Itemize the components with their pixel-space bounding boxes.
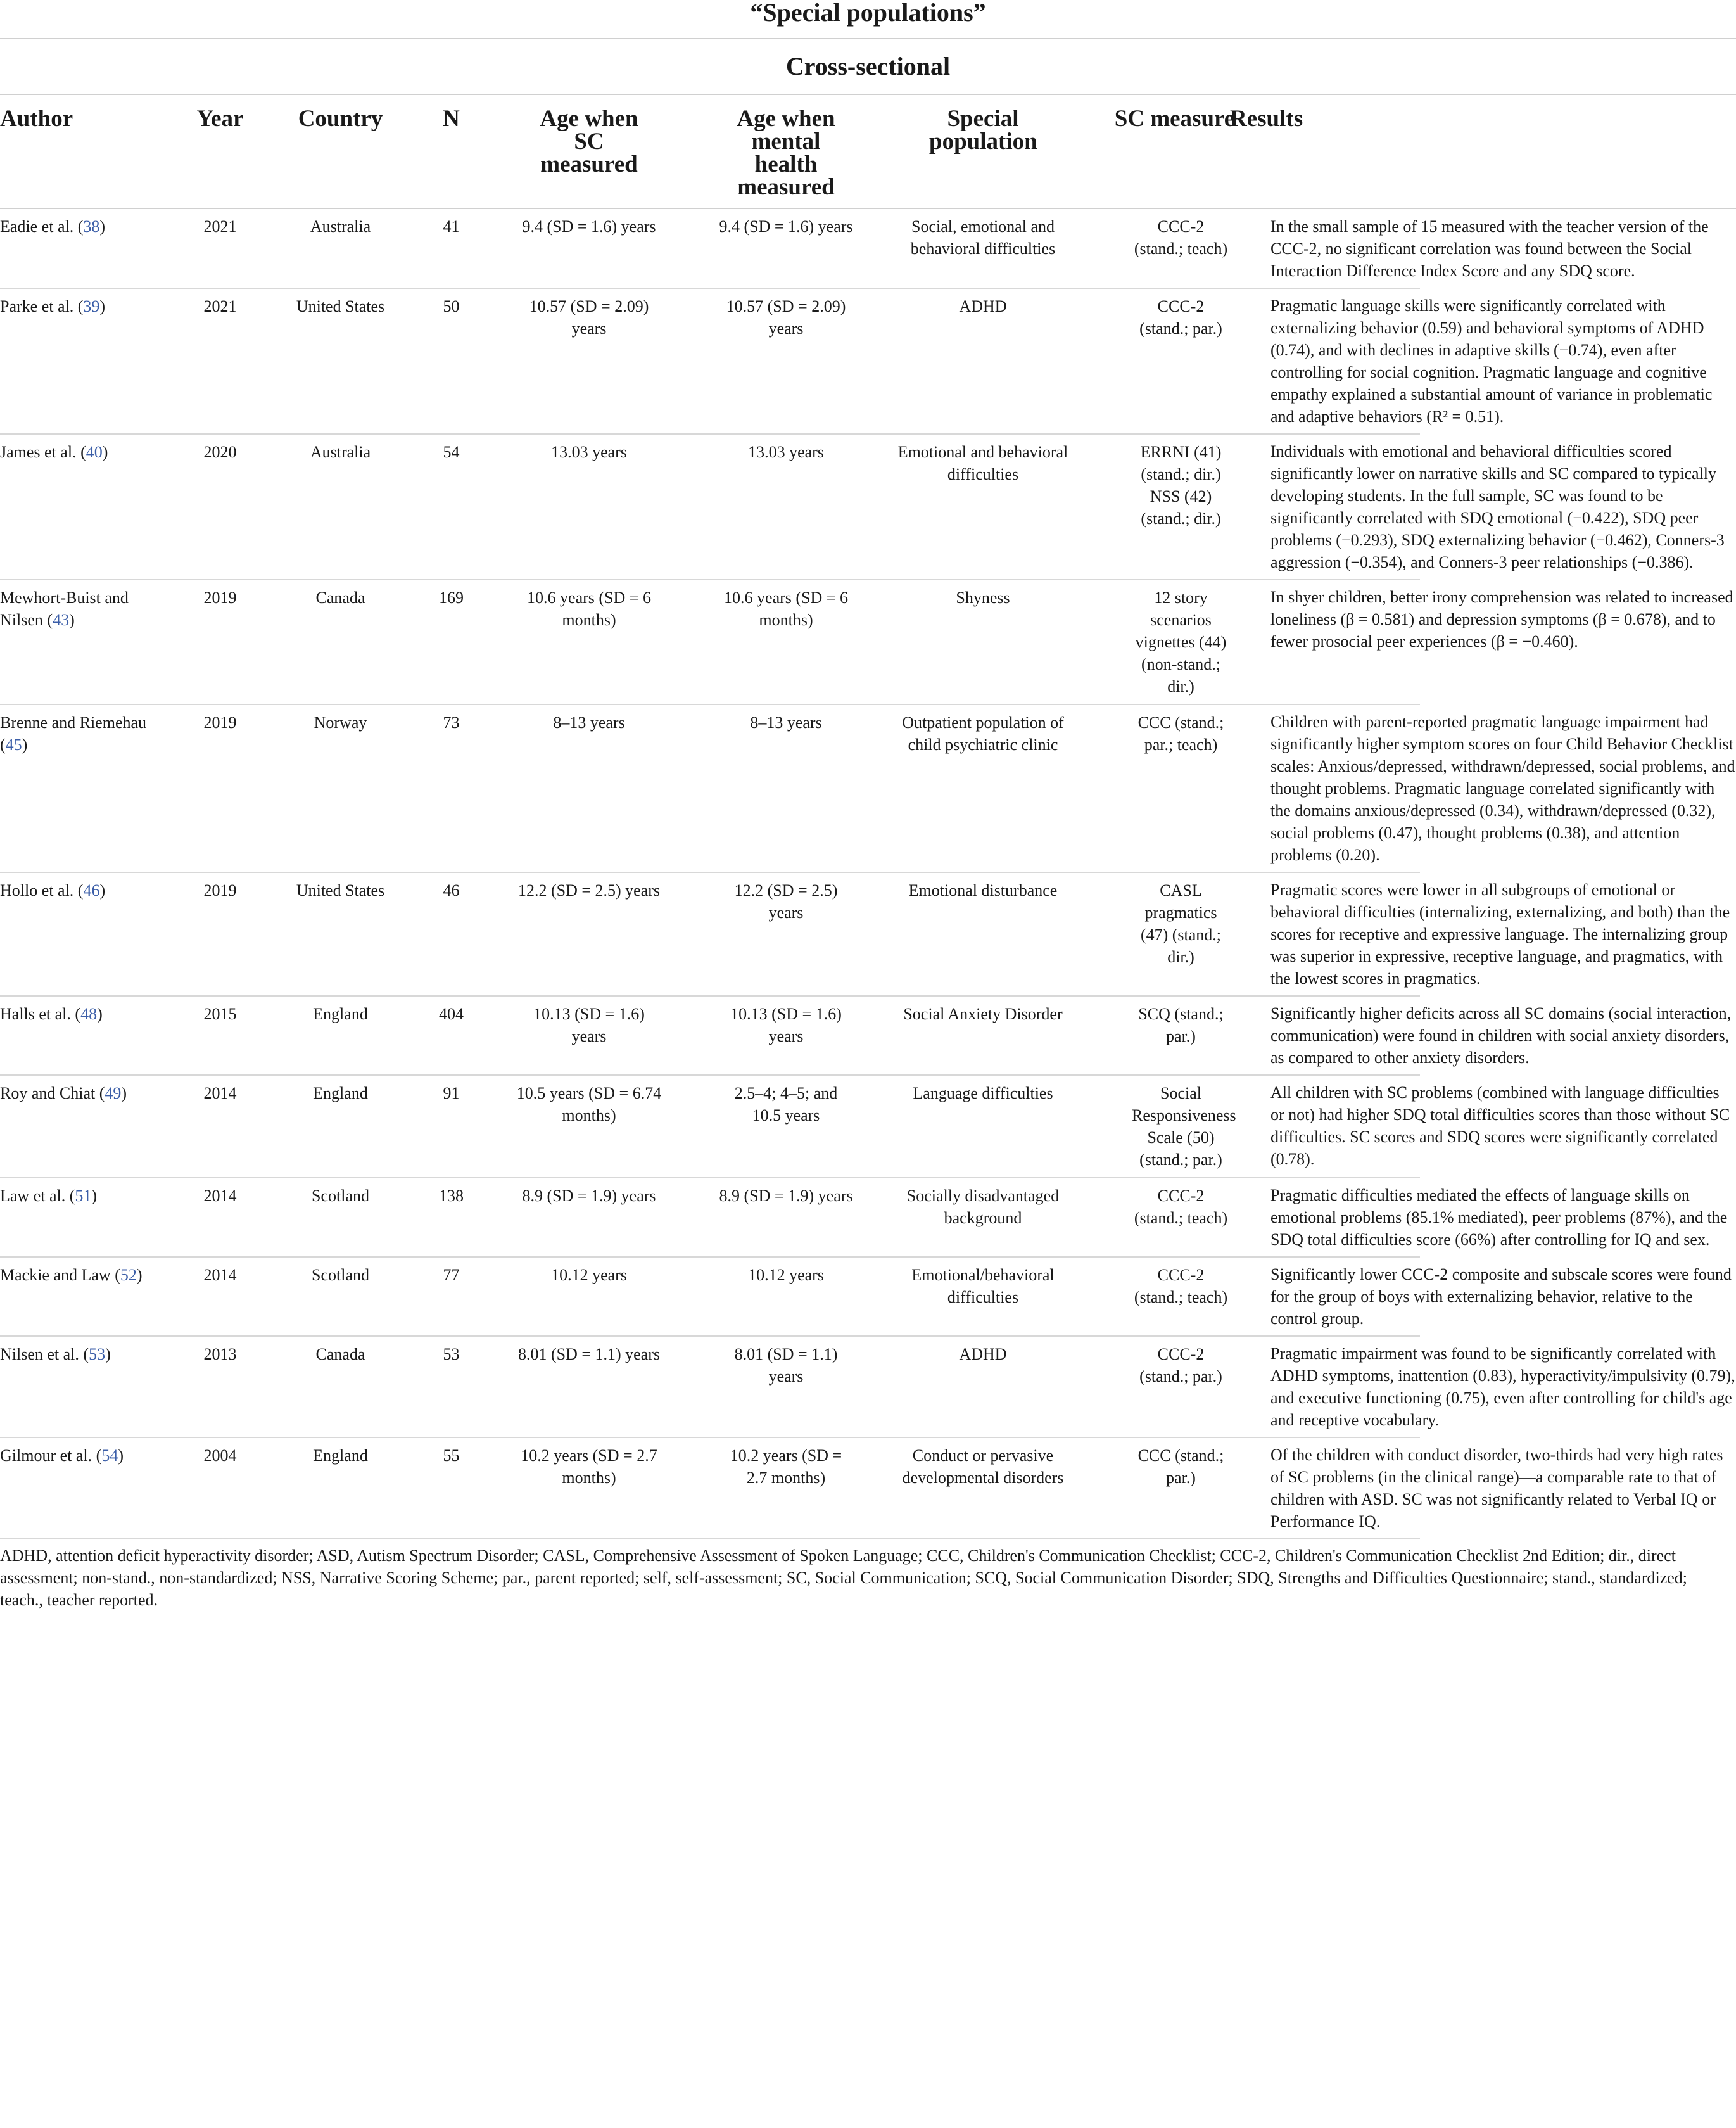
cell-age-sc: 10.5 years (SD = 6.74 months) (491, 1075, 687, 1178)
cell-results: In shyer children, better irony comprehension was related to increased loneliness (β = 0.581) and depression symptoms (β = 0.678), and to fewer prosocial peer experiences (β = −0.460). (1270, 588, 1733, 651)
cell-n: 73 (412, 704, 491, 872)
cell-age-mh: 12.2 (SD = 2.5) years (687, 872, 885, 996)
cell-results: All children with SC problems (combined with language difficulties or not) had higher SDQ total difficulties scores than those without SC difficulties. SC scores and SDQ scores were significantly correlated (0.78). (1270, 1083, 1730, 1168)
author-name: Roy and Chiat (0, 1084, 96, 1102)
cell-author: Mackie and Law (52) (0, 1257, 171, 1336)
citation-link[interactable]: 39 (83, 297, 100, 315)
cell-year: 2019 (171, 580, 269, 704)
table-row (0, 1336, 1736, 1437)
cell-year: 2015 (171, 996, 269, 1075)
cell-age-mh: 8–13 years (687, 704, 885, 872)
cell-age-sc: 10.2 years (SD = 2.7 months) (491, 1437, 687, 1539)
col-header-n: N (412, 95, 491, 208)
cell-age-sc: 8–13 years (491, 704, 687, 872)
cell-author: Roy and Chiat (49) (0, 1075, 171, 1178)
author-name: Parke et al. (0, 297, 74, 315)
cell-author: Law et al. (51) (0, 1178, 171, 1257)
table-subtitle: Cross-sectional (0, 39, 1736, 95)
cell-age-sc: 13.03 years (491, 434, 687, 580)
cell-age-sc: 10.6 years (SD = 6 months) (491, 580, 687, 704)
cell-age-sc: 10.13 (SD = 1.6) years (491, 996, 687, 1075)
cell-population: Shyness (885, 580, 1081, 704)
cell-age-sc: 9.4 (SD = 1.6) years (491, 208, 687, 288)
cell-age-sc: 8.01 (SD = 1.1) years (491, 1336, 687, 1437)
cell-year: 2014 (171, 1257, 269, 1336)
table-row (0, 1257, 1736, 1336)
cell-results: Pragmatic impairment was found to be significantly correlated with ADHD symptoms, inattention (0.83), hyperactivity/impulsivity (0.79), and executive functioning (0.75), even after controlling for child's age and receptive vocabulary. (1270, 1344, 1735, 1429)
table-row (0, 434, 1736, 580)
author-name: James et al. (0, 443, 77, 461)
cell-n: 77 (412, 1257, 491, 1336)
cell-n: 54 (412, 434, 491, 580)
cell-age-mh: 10.57 (SD = 2.09) years (687, 288, 885, 434)
cell-age-mh: 13.03 years (687, 434, 885, 580)
cell-age-mh: 9.4 (SD = 1.6) years (687, 208, 885, 288)
col-header-age-mh: Age when mental health measured (687, 95, 885, 208)
cell-results: Of the children with conduct disorder, two-thirds had very high rates of SC problems (in the clinical range)—a comparable rate to that of children with ASD. SC was not significantly related to Verbal IQ or Performance IQ. (1270, 1446, 1723, 1531)
cell-sc-measure: CASL pragmatics (47) (stand.; dir.) (1081, 872, 1420, 996)
cell-population: Outpatient population of child psychiatric clinic (885, 704, 1081, 872)
table-row (0, 208, 1736, 288)
cell-age-mh: 10.12 years (687, 1257, 885, 1336)
cell-country: United States (269, 872, 412, 996)
cell-results: Children with parent-reported pragmatic language impairment had significantly higher symptom scores on four Child Behavior Checklist scales: Anxious/depressed, withdrawn/depressed, social problems, and thought problems. Pragmatic language correlated significantly with the domains anxious/depressed (0.34), withdrawn/depressed (0.32), social problems (0.47), thought problems (0.38), and attention problems (0.20). (1270, 713, 1735, 864)
cell-population: ADHD (885, 1336, 1081, 1437)
cell-population: Language difficulties (885, 1075, 1081, 1178)
cell-country: Canada (269, 580, 412, 704)
cell-results: Individuals with emotional and behavioral difficulties scored significantly lower on narrative skills and SC compared to typically developing students. In the full sample, SC was found to be significantly correlated with SDQ emotional (−0.422), SDQ peer problems (−0.293), SDQ externalizing behavior (−0.462), Conners-3 aggression (−0.354), and Conners-3 peer relationships (−0.386). (1270, 442, 1725, 571)
cell-sc-measure: CCC-2 (stand.; teach) (1081, 1257, 1420, 1336)
cell-results: Pragmatic difficulties mediated the effects of language skills on emotional problems (85.1% mediated), peer problems (87%), and the SDQ total difficulties score (66%) after controlling for IQ and sex. (1270, 1186, 1728, 1249)
cell-population: Social Anxiety Disorder (885, 996, 1081, 1075)
cell-author: Halls et al. (48) (0, 996, 171, 1075)
citation-link[interactable]: 38 (83, 217, 100, 236)
cell-n: 91 (412, 1075, 491, 1178)
cell-year: 2013 (171, 1336, 269, 1437)
citation-link[interactable]: 40 (86, 443, 103, 461)
cell-results: Significantly higher deficits across all SC domains (social interaction, communication) were found in children with social anxiety disorders, as compared to other anxiety disorders. (1270, 1004, 1732, 1067)
cell-year: 2019 (171, 872, 269, 996)
cell-author: Parke et al. (39) (0, 288, 171, 434)
cell-results: Pragmatic language skills were significantly correlated with externalizing behavior (0.59) and behavioral symptoms of ADHD (0.74), and with declines in adaptive skills (−0.74), even after controlling for social cognition. Pragmatic language and cognitive empathy explained a substantial amount of variance in problematic and adaptive behaviors (R² = 0.51). (1270, 296, 1713, 426)
cell-country: Canada (269, 1336, 412, 1437)
author-name: Gilmour et al. (0, 1446, 92, 1465)
cell-n: 55 (412, 1437, 491, 1539)
cell-age-mh: 10.6 years (SD = 6 months) (687, 580, 885, 704)
col-header-age-sc: Age when SC measured (491, 95, 687, 208)
cell-country: Scotland (269, 1257, 412, 1336)
cell-n: 404 (412, 996, 491, 1075)
author-name: Law et al. (0, 1187, 66, 1205)
author-name: Mewhort-Buist and Nilsen (0, 589, 129, 629)
col-header-year: Year (171, 95, 269, 208)
table-row (0, 1075, 1736, 1178)
col-header-population: Special population (885, 95, 1081, 208)
cell-population: Emotional and behavioral difficulties (885, 434, 1081, 580)
author-name: Halls et al. (0, 1005, 71, 1023)
table-row (0, 872, 1736, 996)
cell-author: Hollo et al. (46) (0, 872, 171, 996)
cell-country: Australia (269, 434, 412, 580)
citation-link[interactable]: 51 (75, 1187, 92, 1205)
cell-age-mh: 10.13 (SD = 1.6) years (687, 996, 885, 1075)
table-row (0, 288, 1736, 434)
cell-n: 46 (412, 872, 491, 996)
cell-results: Pragmatic scores were lower in all subgroups of emotional or behavioral difficulties (internalizing, externalizing, and both) than the scores for receptive and expressive language. The internalizing group was superior in expressive, receptive language, and pragmatics, with the lowest scores in pragmatics. (1270, 881, 1730, 988)
citation-link[interactable]: 45 (5, 736, 22, 754)
table-row (0, 1178, 1736, 1257)
studies-table (0, 95, 1736, 1539)
cell-n: 169 (412, 580, 491, 704)
cell-year: 2014 (171, 1178, 269, 1257)
citation-link[interactable]: 43 (53, 611, 70, 629)
col-header-sc-measure: SC measure (1081, 95, 1420, 208)
citation-link[interactable]: 48 (80, 1005, 98, 1023)
table-row (0, 996, 1736, 1075)
cell-sc-measure: CCC-2 (stand.; par.) (1081, 1336, 1420, 1437)
cell-population: Socially disadvantaged background (885, 1178, 1081, 1257)
cell-sc-measure: ERRNI (41) (stand.; dir.) NSS (42) (stand.; dir.) (1081, 434, 1420, 580)
col-header-country: Country (269, 95, 412, 208)
cell-year: 2021 (171, 208, 269, 288)
cell-age-mh: 8.01 (SD = 1.1) years (687, 1336, 885, 1437)
cell-country: United States (269, 288, 412, 434)
cell-population: Social, emotional and behavioral difficulties (885, 208, 1081, 288)
citation-link[interactable]: 49 (105, 1084, 122, 1102)
cell-year: 2004 (171, 1437, 269, 1539)
author-name: Brenne and Riemehau (0, 713, 147, 732)
cell-age-mh: 8.9 (SD = 1.9) years (687, 1178, 885, 1257)
table-row (0, 1437, 1736, 1539)
cell-author: Brenne and Riemehau (45) (0, 704, 171, 872)
cell-sc-measure: SCQ (stand.; par.) (1081, 996, 1420, 1075)
cell-country: England (269, 1075, 412, 1178)
col-header-author: Author (0, 95, 171, 208)
cell-sc-measure: CCC-2 (stand.; teach) (1081, 208, 1420, 288)
author-name: Eadie et al. (0, 217, 74, 236)
cell-author: Mewhort-Buist and Nilsen (43) (0, 580, 171, 704)
cell-year: 2019 (171, 704, 269, 872)
cell-n: 50 (412, 288, 491, 434)
cell-age-mh: 10.2 years (SD = 2.7 months) (687, 1437, 885, 1539)
cell-age-sc: 12.2 (SD = 2.5) years (491, 872, 687, 996)
col-header-results: Results (1230, 95, 1546, 208)
cell-country: Australia (269, 208, 412, 288)
cell-country: England (269, 996, 412, 1075)
cell-sc-measure: CCC (stand.; par.) (1081, 1437, 1420, 1539)
table-footnote: ADHD, attention deficit hyperactivity disorder; ASD, Autism Spectrum Disorder; CASL, Comprehensive Assessment of Spoken Language; CCC, Children's Communication Checklist; CCC-2, Children's Communication Checklist 2nd Edition; dir., direct assessment; non-stand., non-standardized; NSS, Narrative Scoring Scheme; par., parent reported; self, self-assessment; SC, Social Communication; SCQ, Social Communication Disorder; SDQ, Strengths and Difficulties Questionnaire; stand., standardized; teach., teacher reported. (0, 1546, 1688, 1609)
cell-year: 2021 (171, 288, 269, 434)
citation-link[interactable]: 52 (120, 1266, 137, 1284)
table-row (0, 704, 1736, 872)
citation-link[interactable]: 46 (83, 881, 100, 900)
cell-age-sc: 10.57 (SD = 2.09) years (491, 288, 687, 434)
cell-country: Norway (269, 704, 412, 872)
cell-population: Conduct or pervasive developmental disorders (885, 1437, 1081, 1539)
cell-results: Significantly lower CCC-2 composite and subscale scores were found for the group of boys with externalizing behavior, relative to the control group. (1270, 1265, 1732, 1328)
cell-author: James et al. (40) (0, 434, 171, 580)
cell-country: Scotland (269, 1178, 412, 1257)
cell-year: 2020 (171, 434, 269, 580)
cell-sc-measure: Social Responsiveness Scale (50) (stand.; par.) (1081, 1075, 1420, 1178)
cell-author: Gilmour et al. (54) (0, 1437, 171, 1539)
cell-n: 53 (412, 1336, 491, 1437)
author-name: Mackie and Law (0, 1266, 111, 1284)
cell-age-mh: 2.5–4; 4–5; and 10.5 years (687, 1075, 885, 1178)
author-name: Nilsen et al. (0, 1345, 79, 1363)
cell-n: 138 (412, 1178, 491, 1257)
cell-sc-measure: CCC (stand.; par.; teach) (1081, 704, 1420, 872)
table-title: “Special populations” (0, 0, 1736, 39)
cell-population: ADHD (885, 288, 1081, 434)
cell-age-sc: 10.12 years (491, 1257, 687, 1336)
cell-age-sc: 8.9 (SD = 1.9) years (491, 1178, 687, 1257)
cell-sc-measure: 12 story scenarios vignettes (44) (non-stand.; dir.) (1081, 580, 1420, 704)
citation-link[interactable]: 53 (89, 1345, 106, 1363)
citation-link[interactable]: 54 (101, 1446, 118, 1465)
table-row (0, 580, 1736, 704)
cell-results: In the small sample of 15 measured with the teacher version of the CCC-2, no significant correlation was found between the Social Interaction Difference Index Score and any SDQ score. (1270, 217, 1709, 280)
cell-country: England (269, 1437, 412, 1539)
cell-population: Emotional/behavioral difficulties (885, 1257, 1081, 1336)
cell-sc-measure: CCC-2 (stand.; teach) (1081, 1178, 1420, 1257)
cell-author: Eadie et al. (38) (0, 208, 171, 288)
author-name: Hollo et al. (0, 881, 74, 900)
header-row (0, 95, 1736, 208)
cell-year: 2014 (171, 1075, 269, 1178)
cell-sc-measure: CCC-2 (stand.; par.) (1081, 288, 1420, 434)
cell-author: Nilsen et al. (53) (0, 1336, 171, 1437)
cell-n: 41 (412, 208, 491, 288)
cell-population: Emotional disturbance (885, 872, 1081, 996)
